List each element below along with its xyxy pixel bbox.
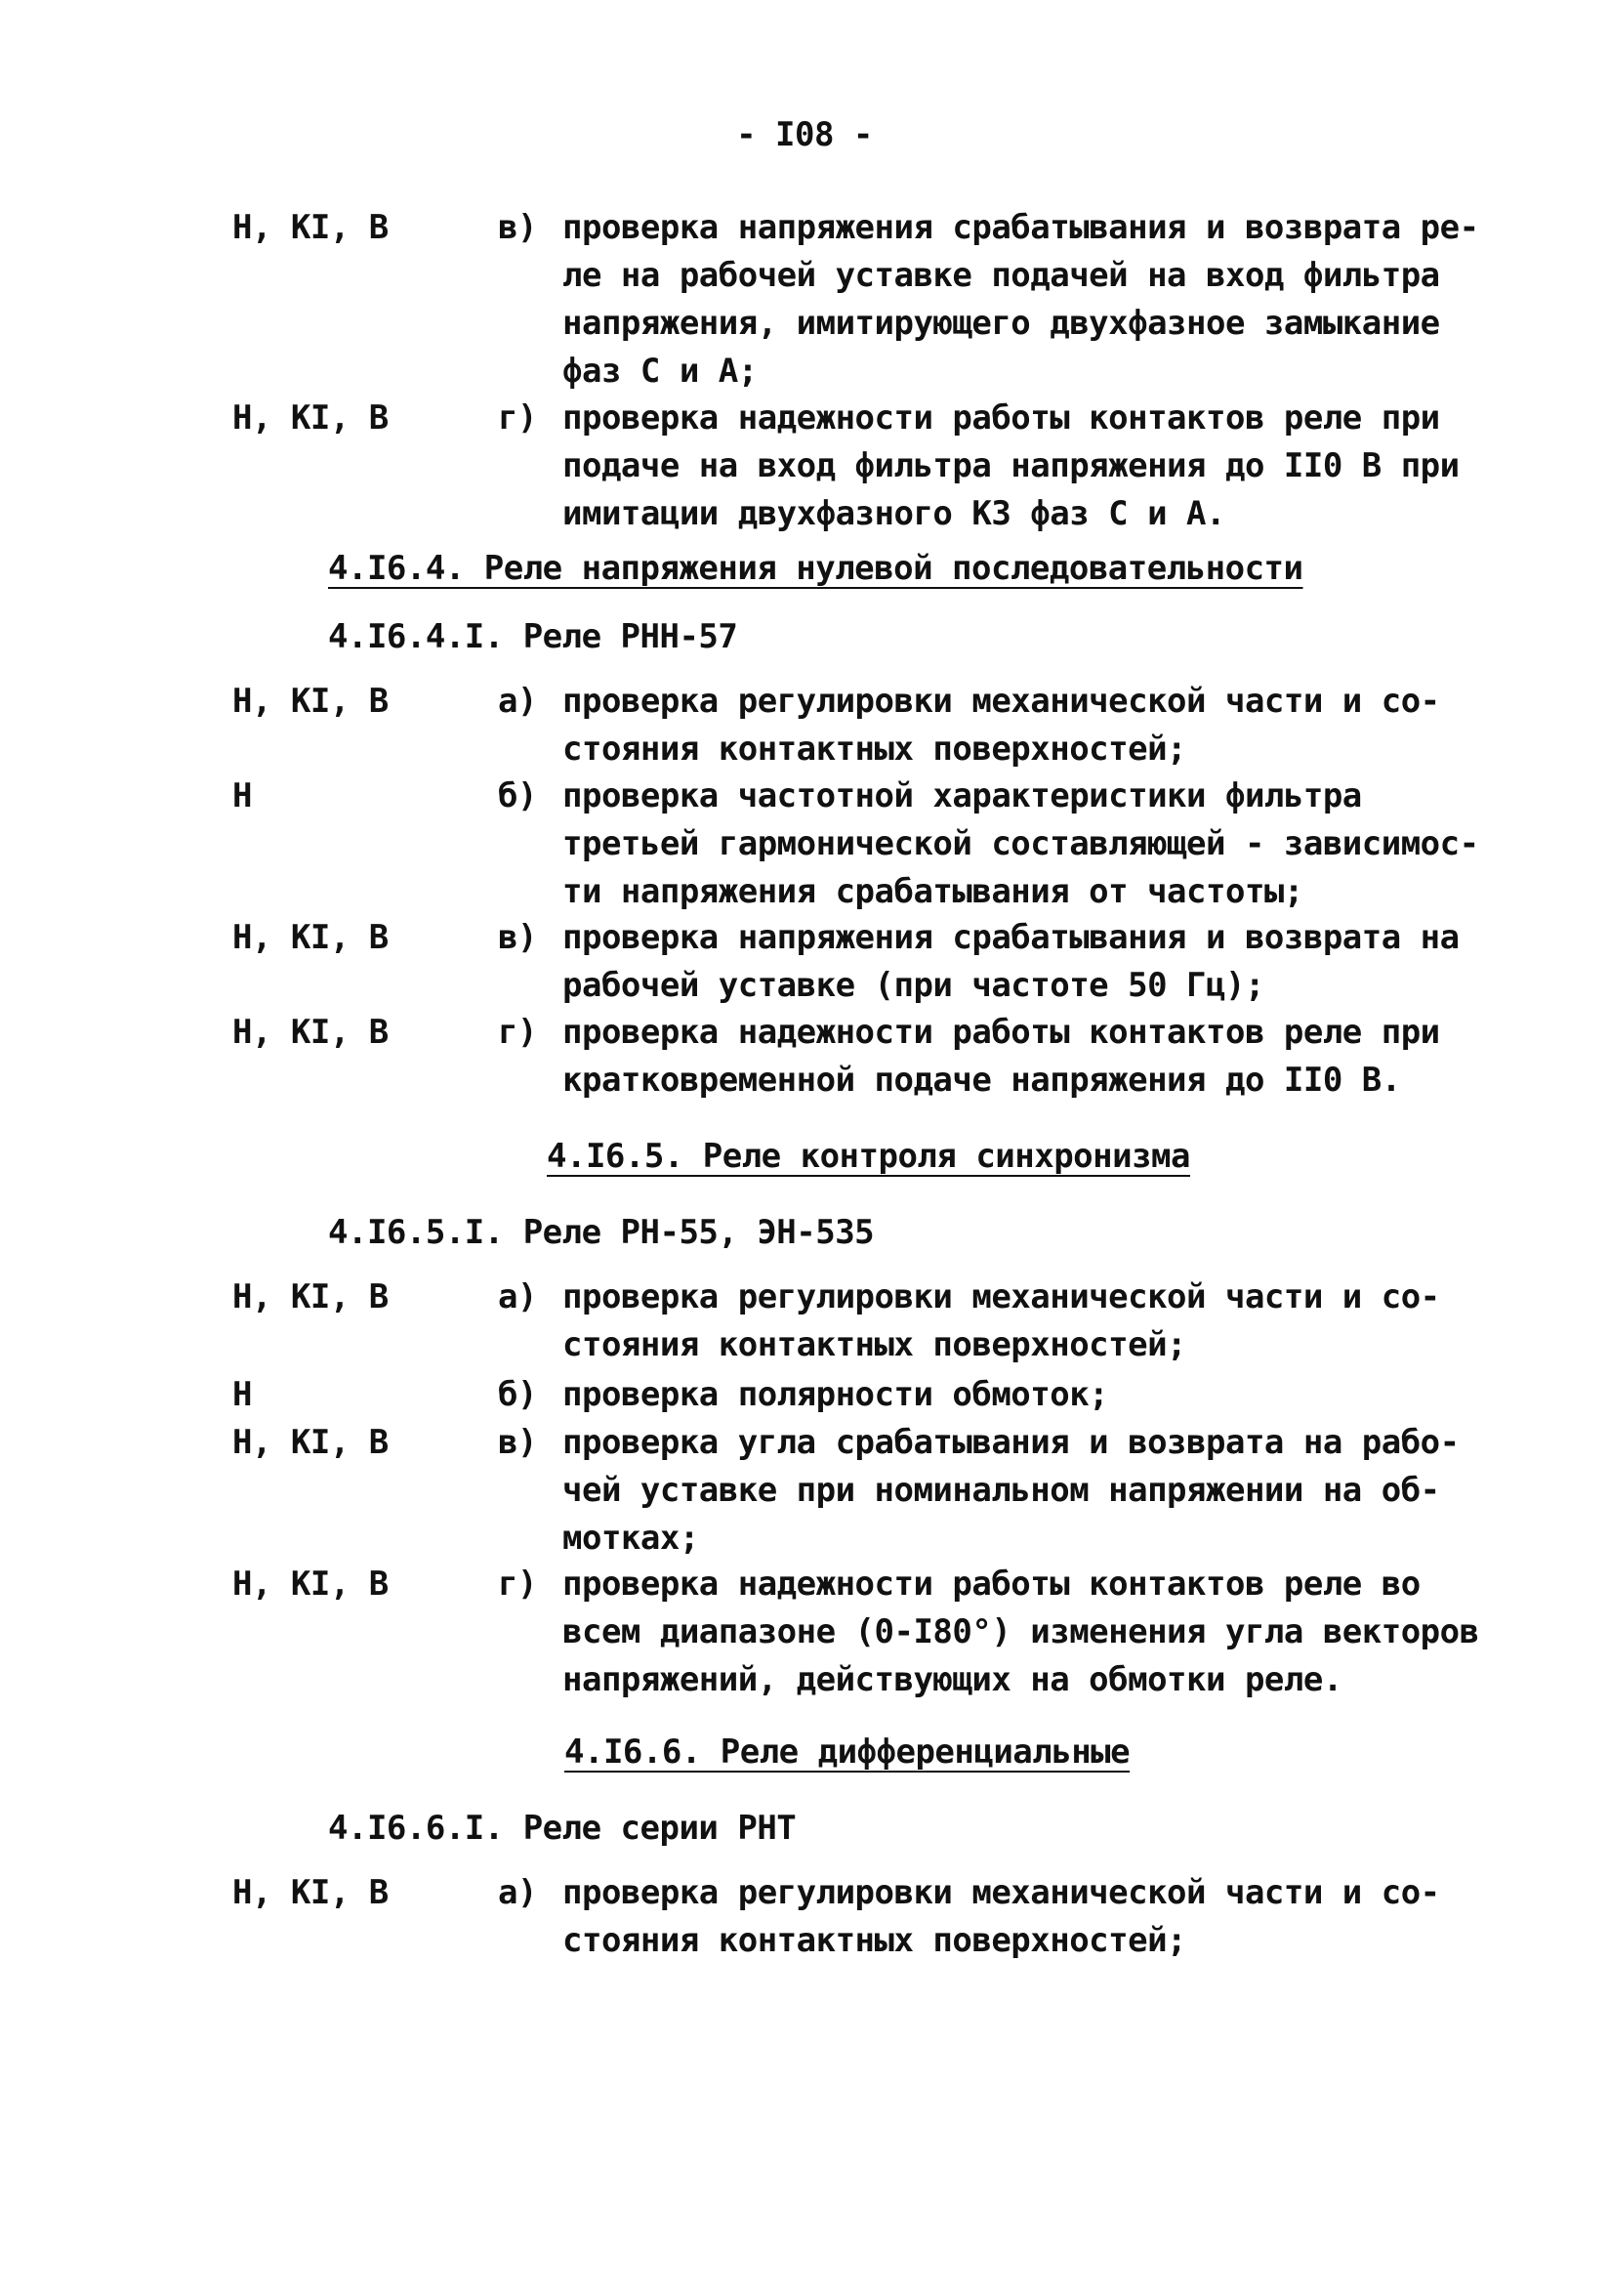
item-line: всем диапазоне (0-I80°) изменения угла векторов [562,1612,1479,1651]
item-line: проверка надежности работы контактов реле при [562,1013,1440,1052]
item-marker: г) [498,1013,537,1052]
item-line: подаче на вход фильтра напряжения до II0 В при [562,446,1460,485]
item-codes: Н, КI, В [232,1565,389,1604]
item-line: третьей гармонической составляющей - зависимос- [562,824,1479,863]
item-line: стояния контактных поверхностей; [562,730,1187,769]
item-codes: Н [232,1375,252,1414]
section-title-4-16-4: 4.I6.4. Реле напряжения нулевой последовательности [328,549,1303,588]
item-line: проверка регулировки механической части и со- [562,682,1440,721]
item-text [498,395,1484,538]
item-line: проверка регулировки механической части и со- [562,1873,1440,1912]
subsection-title-4-16-4-1: 4.I6.4.I. Реле РНН-57 [328,617,738,656]
item-codes: Н, КI, В [232,682,389,721]
section-title-4-16-6: 4.I6.6. Реле дифференциальные [564,1732,1131,1772]
item-marker: а) [498,682,537,721]
item-text [498,678,1484,773]
item-text [498,1009,1484,1105]
item-marker: г) [498,398,537,438]
page-number: - I08 - [736,115,873,154]
subsection-title-4-16-5-1: 4.I6.5.I. Реле РН-55, ЭН-535 [328,1213,875,1252]
item-line: чей уставке при номинальном напряжении на об- [562,1471,1440,1510]
item-codes: Н, КI, В [232,1423,389,1462]
item-line: напряжений, действующих на обмотки реле. [562,1660,1342,1699]
item-line: проверка напряжения срабатывания и возврата на [562,918,1460,957]
section-title-4-16-5: 4.I6.5. Реле контроля синхронизма [547,1137,1191,1176]
item-text [498,204,1484,396]
item-line: ле на рабочей уставке подачей на вход фильтра [562,256,1440,295]
subsection-title-4-16-6-1: 4.I6.6.I. Реле серии РНТ [328,1809,797,1848]
item-text [498,1419,1484,1563]
item-line: проверка частотной характеристики фильтра [562,776,1362,815]
item-marker: в) [498,918,537,957]
item-marker: б) [498,1375,537,1414]
item-line: напряжения, имитирующего двухфазное замыкание [562,304,1440,343]
item-codes: Н, КI, В [232,1013,389,1052]
item-line: проверка напряжения срабатывания и возврата ре- [562,208,1479,247]
item-codes: Н, КI, В [232,208,389,247]
item-text [498,1869,1484,1965]
item-marker: в) [498,208,537,247]
item-line: мотках; [562,1519,699,1558]
item-line: имитации двухфазного КЗ фаз С и А. [562,494,1225,533]
item-marker: б) [498,776,537,815]
item-line: стояния контактных поверхностей; [562,1325,1187,1364]
item-marker: а) [498,1277,537,1316]
item-marker: г) [498,1565,537,1604]
item-codes: Н, КI, В [232,398,389,438]
item-line: рабочей уставке (при частоте 50 Гц); [562,966,1264,1005]
item-text [498,1371,1484,1419]
item-codes: Н, КI, В [232,1873,389,1912]
item-line: фаз С и А; [562,352,758,391]
item-line: проверка полярности обмоток; [562,1375,1109,1414]
item-line: кратковременной подаче напряжения до II0 В. [562,1061,1401,1100]
item-line: проверка регулировки механической части и со- [562,1277,1440,1316]
item-marker: а) [498,1873,537,1912]
item-line: проверка угла срабатывания и возврата на рабо- [562,1423,1460,1462]
item-marker: в) [498,1423,537,1462]
item-codes: Н, КI, В [232,1277,389,1316]
item-text [498,914,1484,1010]
item-codes: Н [232,776,252,815]
item-text [498,1561,1484,1704]
item-text [498,772,1484,916]
item-line: проверка надежности работы контактов реле при [562,398,1440,438]
item-line: проверка надежности работы контактов реле во [562,1565,1421,1604]
item-line: ти напряжения срабатывания от частоты; [562,872,1303,911]
item-codes: Н, КI, В [232,918,389,957]
item-line: стояния контактных поверхностей; [562,1921,1187,1960]
item-text [498,1273,1484,1369]
